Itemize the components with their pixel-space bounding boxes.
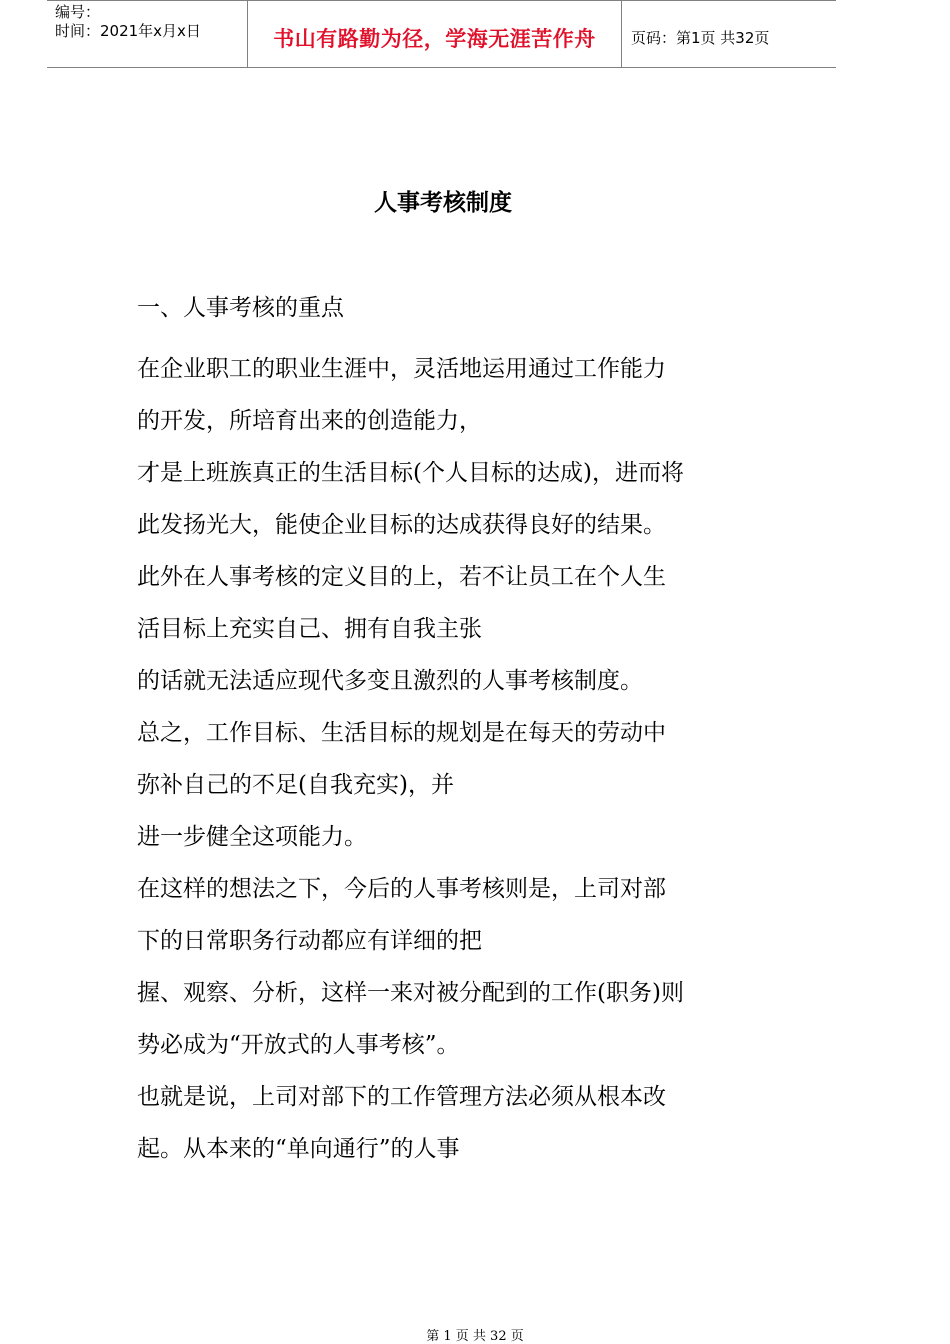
header-meta-cell: [47, 1, 248, 67]
document-title: 人事考核制度: [374, 190, 512, 216]
document-date: 时间：2021年x月x日: [55, 22, 201, 40]
body-line: 在这样的想法之下，今后的人事考核则是，上司对部: [137, 876, 666, 902]
header-page-info: 页码：第1页 共32页: [631, 29, 770, 47]
body-line: 的开发，所培育出来的创造能力，: [137, 408, 482, 434]
body-line: 此发扬光大，能使企业目标的达成获得良好的结果。: [137, 512, 666, 538]
body-line: 进一步健全这项能力。: [137, 824, 367, 850]
body-line: 下的日常职务行动都应有详细的把: [137, 928, 482, 954]
body-line: 才是上班族真正的生活目标(个人目标的达成)，进而将: [137, 460, 684, 486]
body-line: 弥补自己的不足(自我充实)，并: [137, 772, 454, 798]
body-line: 在企业职工的职业生涯中，灵活地运用通过工作能力: [137, 356, 666, 382]
header-page-cell: [622, 1, 836, 67]
document-number-label: 编号：: [55, 3, 101, 21]
document-body: [137, 343, 757, 1175]
body-line: 握、观察、分析，这样一来对被分配到的工作(职务)则: [137, 980, 684, 1006]
body-line: 势必成为“开放式的人事考核”。: [137, 1032, 460, 1058]
section-heading: 一、人事考核的重点: [137, 295, 344, 321]
body-line: 活目标上充实自己、拥有自我主张: [137, 616, 482, 642]
header-motto: 书山有路勤为径，学海无涯苦作舟: [273, 27, 596, 51]
body-line: 总之，工作目标、生活目标的规划是在每天的劳动中: [137, 720, 666, 746]
page-footer: 第 1 页 共 32 页: [426, 1329, 524, 1344]
header-motto-cell: [248, 1, 622, 67]
body-line: 此外在人事考核的定义目的上，若不让员工在个人生: [137, 564, 666, 590]
body-line: 的话就无法适应现代多变且激烈的人事考核制度。: [137, 668, 643, 694]
page-header: [47, 0, 836, 68]
body-line: 起。从本来的“单向通行”的人事: [137, 1136, 460, 1162]
body-line: 也就是说，上司对部下的工作管理方法必须从根本改: [137, 1084, 666, 1110]
